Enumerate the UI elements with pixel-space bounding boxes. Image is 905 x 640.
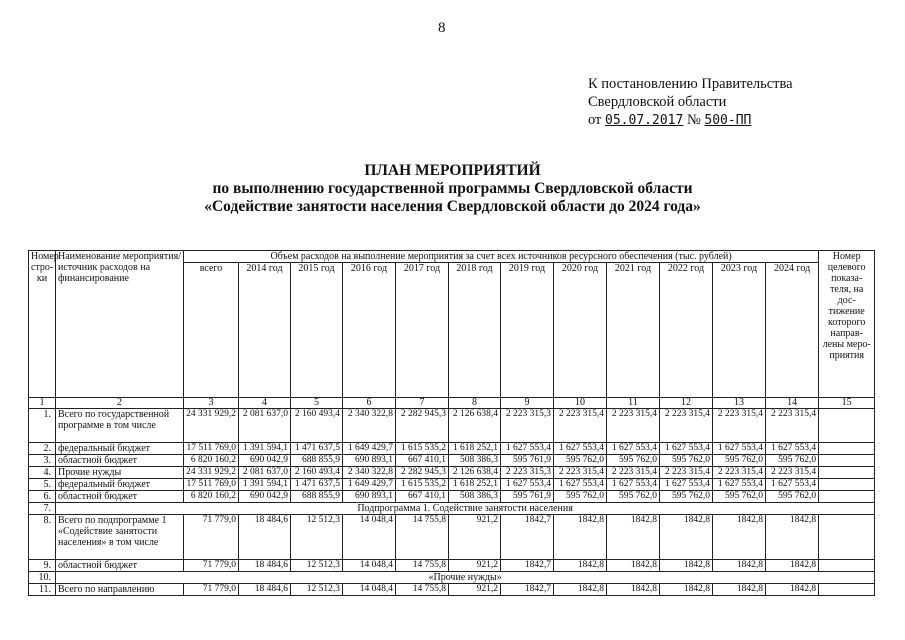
header-name: Наименование мероприятия/ источник расходов на финансирование xyxy=(56,251,184,398)
value-cell: 12 512,3 xyxy=(291,584,343,596)
value-cell: 14 755,8 xyxy=(396,584,449,596)
value-cell: 2 282 945,3 xyxy=(396,409,449,443)
value-cell: 595 762,0 xyxy=(554,491,607,503)
value-cell: 71 779,0 xyxy=(184,515,239,560)
resolution-number: 500-ПП xyxy=(704,113,752,128)
value-cell: 2 160 493,4 xyxy=(291,409,343,443)
value-cell: 1 471 637,5 xyxy=(291,479,343,491)
value-cell: 595 762,0 xyxy=(713,491,766,503)
header-expenses-group: Объем расходов на выполнение мероприятия за счет всех источников ресурсного обеспечения (тыс. рублей) xyxy=(184,251,819,263)
value-cell: 595 762,0 xyxy=(660,491,713,503)
value-cell: 2 081 637,0 xyxy=(239,467,291,479)
row-name: областной бюджет xyxy=(56,455,184,467)
column-number-2: 2 xyxy=(56,398,184,409)
row-number: 11. xyxy=(29,584,56,596)
value-cell: 1842,7 xyxy=(501,515,554,560)
value-cell: 2 223 315,4 xyxy=(554,409,607,443)
value-cell: 595 761,9 xyxy=(501,455,554,467)
section-title: Подпрограмма 1. Содействие занятости населения xyxy=(56,503,875,515)
value-cell: 1 627 553,4 xyxy=(501,479,554,491)
section-row xyxy=(29,503,875,515)
table-row xyxy=(29,455,875,467)
column-number-13: 13 xyxy=(713,398,766,409)
value-cell: 2 126 638,4 xyxy=(449,409,501,443)
header-year-4: 2017 год xyxy=(396,263,449,398)
value-cell: 508 386,3 xyxy=(449,491,501,503)
target-cell xyxy=(819,491,875,503)
value-cell: 2 223 315,4 xyxy=(660,409,713,443)
value-cell: 1842,8 xyxy=(660,560,713,572)
title-line-2: по выполнению государственной программы Свердловской области xyxy=(212,180,693,197)
value-cell: 1842,8 xyxy=(766,515,819,560)
value-cell: 71 779,0 xyxy=(184,584,239,596)
resolution-reference xyxy=(588,75,793,130)
header-year-8: 2021 год xyxy=(607,263,660,398)
row-number: 4. xyxy=(29,467,56,479)
page-number: 8 xyxy=(438,20,446,36)
value-cell: 1842,8 xyxy=(607,560,660,572)
value-cell: 6 820 160,2 xyxy=(184,455,239,467)
value-cell: 2 223 315,4 xyxy=(766,409,819,443)
target-cell xyxy=(819,560,875,572)
value-cell: 1842,8 xyxy=(607,584,660,596)
value-cell: 688 855,9 xyxy=(291,491,343,503)
value-cell: 12 512,3 xyxy=(291,560,343,572)
value-cell: 1 627 553,4 xyxy=(713,443,766,455)
table-row xyxy=(29,560,875,572)
value-cell: 921,2 xyxy=(449,560,501,572)
row-number: 10. xyxy=(29,572,56,584)
value-cell: 1 627 553,4 xyxy=(766,479,819,491)
value-cell: 1842,8 xyxy=(554,515,607,560)
resolution-line-2: Свердловской области xyxy=(588,94,727,110)
value-cell: 2 223 315,3 xyxy=(501,467,554,479)
row-name: областной бюджет xyxy=(56,491,184,503)
table-row xyxy=(29,443,875,455)
value-cell: 2 223 315,4 xyxy=(713,409,766,443)
number-prefix: № xyxy=(686,112,701,128)
table-row xyxy=(29,479,875,491)
value-cell: 1842,8 xyxy=(607,515,660,560)
value-cell: 2 223 315,4 xyxy=(607,409,660,443)
target-cell xyxy=(819,584,875,596)
header-row-1 xyxy=(29,251,875,263)
value-cell: 1842,8 xyxy=(713,560,766,572)
value-cell: 18 484,6 xyxy=(239,515,291,560)
resolution-line-1: К постановлению Правительства xyxy=(588,76,793,92)
row-number: 2. xyxy=(29,443,56,455)
value-cell: 18 484,6 xyxy=(239,560,291,572)
value-cell: 1 627 553,4 xyxy=(660,443,713,455)
column-number-12: 12 xyxy=(660,398,713,409)
target-cell xyxy=(819,443,875,455)
header-year-1: 2014 год xyxy=(239,263,291,398)
table-row xyxy=(29,584,875,596)
value-cell: 24 331 929,2 xyxy=(184,409,239,443)
date-prefix: от xyxy=(588,112,602,128)
value-cell: 690 893,1 xyxy=(343,491,396,503)
column-number-7: 7 xyxy=(396,398,449,409)
value-cell: 2 223 315,4 xyxy=(713,467,766,479)
title-line-3: «Содействие занятости населения Свердловской области до 2024 года» xyxy=(204,198,701,215)
value-cell: 14 048,4 xyxy=(343,560,396,572)
value-cell: 1 627 553,4 xyxy=(607,443,660,455)
header-year-7: 2020 год xyxy=(554,263,607,398)
header-year-5: 2018 год xyxy=(449,263,501,398)
value-cell: 2 223 315,4 xyxy=(607,467,660,479)
row-number: 3. xyxy=(29,455,56,467)
target-cell xyxy=(819,455,875,467)
row-name: федеральный бюджет xyxy=(56,443,184,455)
target-cell xyxy=(819,467,875,479)
row-number: 5. xyxy=(29,479,56,491)
row-number: 9. xyxy=(29,560,56,572)
value-cell: 595 761,9 xyxy=(501,491,554,503)
value-cell: 1 627 553,4 xyxy=(713,479,766,491)
plan-table xyxy=(28,250,875,596)
table-body xyxy=(29,409,875,596)
value-cell: 1842,8 xyxy=(554,584,607,596)
table-row xyxy=(29,515,875,560)
value-cell: 667 410,1 xyxy=(396,491,449,503)
value-cell: 1 615 535,2 xyxy=(396,479,449,491)
value-cell: 2 160 493,4 xyxy=(291,467,343,479)
value-cell: 14 048,4 xyxy=(343,584,396,596)
value-cell: 1 649 429,7 xyxy=(343,443,396,455)
value-cell: 1842,8 xyxy=(713,515,766,560)
value-cell: 2 081 637,0 xyxy=(239,409,291,443)
value-cell: 1842,8 xyxy=(660,584,713,596)
value-cell: 690 042,9 xyxy=(239,455,291,467)
resolution-date: 05.07.2017 xyxy=(605,113,684,128)
value-cell: 14 755,8 xyxy=(396,515,449,560)
value-cell: 595 762,0 xyxy=(607,455,660,467)
row-name: Всего по направлению xyxy=(56,584,184,596)
header-year-3: 2016 год xyxy=(343,263,396,398)
header-year-9: 2022 год xyxy=(660,263,713,398)
value-cell: 24 331 929,2 xyxy=(184,467,239,479)
value-cell: 690 893,1 xyxy=(343,455,396,467)
row-number: 7. xyxy=(29,503,56,515)
column-number-6: 6 xyxy=(343,398,396,409)
value-cell: 2 223 315,4 xyxy=(554,467,607,479)
header-target: Номер целевого показа-теля, на дос-тижение которого направ-лены меро-приятия xyxy=(819,251,875,398)
value-cell: 1 627 553,4 xyxy=(660,479,713,491)
row-name: Прочие нужды xyxy=(56,467,184,479)
column-number-15: 15 xyxy=(819,398,875,409)
value-cell: 1842,8 xyxy=(554,560,607,572)
value-cell: 1 649 429,7 xyxy=(343,479,396,491)
column-number-14: 14 xyxy=(766,398,819,409)
section-row xyxy=(29,572,875,584)
value-cell: 595 762,0 xyxy=(766,455,819,467)
value-cell: 690 042,9 xyxy=(239,491,291,503)
row-name: Всего по подпрограмме 1 «Содействие занятости населения» в том числе xyxy=(56,515,184,560)
value-cell: 1 391 594,1 xyxy=(239,479,291,491)
value-cell: 14 048,4 xyxy=(343,515,396,560)
value-cell: 921,2 xyxy=(449,515,501,560)
column-number-4: 4 xyxy=(239,398,291,409)
value-cell: 1842,8 xyxy=(713,584,766,596)
table-row xyxy=(29,491,875,503)
value-cell: 595 762,0 xyxy=(607,491,660,503)
value-cell: 1 627 553,4 xyxy=(607,479,660,491)
header-year-11: 2024 год xyxy=(766,263,819,398)
header-year-2: 2015 год xyxy=(291,263,343,398)
target-cell xyxy=(819,515,875,560)
value-cell: 12 512,3 xyxy=(291,515,343,560)
value-cell: 595 762,0 xyxy=(713,455,766,467)
value-cell: 1842,8 xyxy=(766,560,819,572)
column-number-9: 9 xyxy=(501,398,554,409)
value-cell: 17 511 769,0 xyxy=(184,443,239,455)
value-cell: 508 386,3 xyxy=(449,455,501,467)
value-cell: 1 627 553,4 xyxy=(766,443,819,455)
target-cell xyxy=(819,479,875,491)
header-year-10: 2023 год xyxy=(713,263,766,398)
column-number-10: 10 xyxy=(554,398,607,409)
value-cell: 1842,7 xyxy=(501,560,554,572)
column-number-1: 1 xyxy=(29,398,56,409)
header-year-6: 2019 год xyxy=(501,263,554,398)
table-row xyxy=(29,409,875,443)
column-number-8: 8 xyxy=(449,398,501,409)
value-cell: 2 223 315,3 xyxy=(501,409,554,443)
row-name: федеральный бюджет xyxy=(56,479,184,491)
table-row xyxy=(29,467,875,479)
value-cell: 1842,7 xyxy=(501,584,554,596)
row-number: 8. xyxy=(29,515,56,560)
row-number: 1. xyxy=(29,409,56,443)
document-title xyxy=(0,162,905,216)
value-cell: 1 627 553,4 xyxy=(554,479,607,491)
value-cell: 2 223 315,4 xyxy=(660,467,713,479)
value-cell: 2 282 945,3 xyxy=(396,467,449,479)
column-numbers-row xyxy=(29,398,875,409)
value-cell: 1 615 535,2 xyxy=(396,443,449,455)
target-cell xyxy=(819,409,875,443)
value-cell: 1 471 637,5 xyxy=(291,443,343,455)
column-number-3: 3 xyxy=(184,398,239,409)
value-cell: 595 762,0 xyxy=(554,455,607,467)
column-number-11: 11 xyxy=(607,398,660,409)
value-cell: 18 484,6 xyxy=(239,584,291,596)
section-title: «Прочие нужды» xyxy=(56,572,875,584)
value-cell: 6 820 160,2 xyxy=(184,491,239,503)
row-name: областной бюджет xyxy=(56,560,184,572)
value-cell: 1 627 553,4 xyxy=(501,443,554,455)
value-cell: 921,2 xyxy=(449,584,501,596)
header-row-number: Номер стро-ки xyxy=(29,251,56,398)
value-cell: 688 855,9 xyxy=(291,455,343,467)
value-cell: 1 627 553,4 xyxy=(554,443,607,455)
value-cell: 17 511 769,0 xyxy=(184,479,239,491)
value-cell: 595 762,0 xyxy=(660,455,713,467)
value-cell: 2 340 322,8 xyxy=(343,409,396,443)
resolution-date-line xyxy=(588,111,793,130)
value-cell: 1 391 594,1 xyxy=(239,443,291,455)
value-cell: 14 755,8 xyxy=(396,560,449,572)
row-number: 6. xyxy=(29,491,56,503)
value-cell: 1 618 252,1 xyxy=(449,443,501,455)
value-cell: 2 223 315,4 xyxy=(766,467,819,479)
value-cell: 2 126 638,4 xyxy=(449,467,501,479)
value-cell: 1 618 252,1 xyxy=(449,479,501,491)
column-number-5: 5 xyxy=(291,398,343,409)
value-cell: 595 762,0 xyxy=(766,491,819,503)
row-name: Всего по государственной программе в том числе xyxy=(56,409,184,443)
value-cell: 71 779,0 xyxy=(184,560,239,572)
value-cell: 1842,8 xyxy=(660,515,713,560)
header-year-0: всего xyxy=(184,263,239,398)
value-cell: 667 410,1 xyxy=(396,455,449,467)
value-cell: 1842,8 xyxy=(766,584,819,596)
title-line-1: ПЛАН МЕРОПРИЯТИЙ xyxy=(364,162,541,179)
value-cell: 2 340 322,8 xyxy=(343,467,396,479)
